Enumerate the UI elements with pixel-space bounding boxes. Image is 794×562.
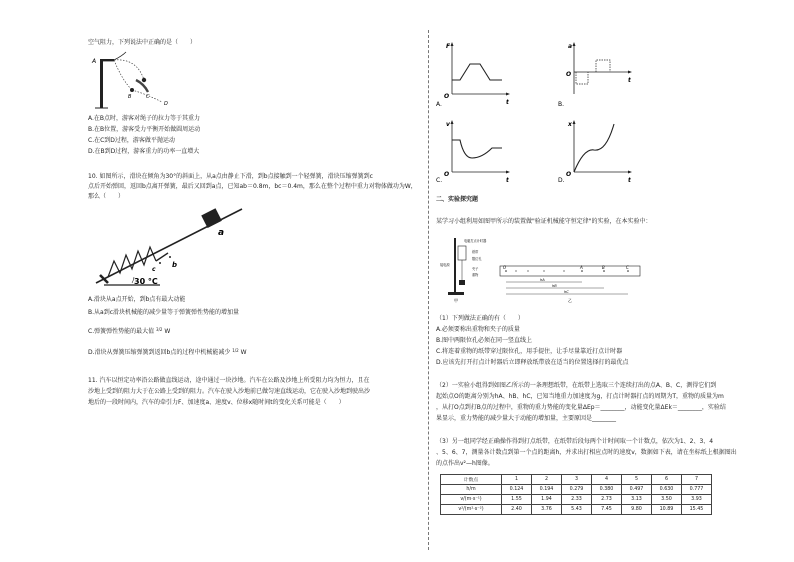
- q9-label-a: A: [92, 58, 97, 65]
- table-cell: 0.279: [562, 485, 592, 495]
- sub1-option-c: C.将连着重物的纸带穿过限位孔，用手提住，让手尽量靠近打点计时器: [436, 348, 623, 355]
- table-cell: 1.55: [502, 495, 532, 505]
- q9-option-d: D.在B到D过程，游客重力的功率一直增大: [88, 148, 200, 155]
- graph-a-xlabel: t: [506, 99, 509, 106]
- experiment-stem: 某学习小组利用如图甲所示的装置做"验证机械能守恒定律"的实验，在本实验中：: [436, 218, 652, 225]
- table-cell: 0.777: [682, 485, 712, 495]
- q10-option-d-unit: W: [240, 349, 247, 356]
- table-row: [441, 495, 712, 505]
- q9-option-a: A.在B点时，游客对绳子的拉力等于其重力: [88, 115, 201, 122]
- table-cell: 2: [532, 475, 562, 485]
- graph-b-xlabel: t: [628, 77, 631, 84]
- sub3-line2: 、5、6、7，测量各计数点到第一个点的距离h，并求出打相应点时的速度v，数据如下表，请在坐标纸上根据图出: [436, 449, 737, 456]
- graph-b-origin: O: [566, 71, 572, 78]
- sub2-line2: 起始点O的距离分别为hA、hB、hC，已知当地重力加速度为g，打点计时器打点的周期为T，重物的质量为m: [436, 393, 724, 400]
- q9-option-b: B.在B位置，游客受力平衡开始做圆周运动: [88, 126, 201, 133]
- q10-option-d-text: D.滑块从弹簧压缩弹簧到返回b点的过程中机械能减少: [88, 349, 231, 356]
- tape-label-a: A: [580, 265, 583, 270]
- q11-stem-line3: 地后的一段时间内，汽车的牵引力F、加速度a、速度v、位移x随时间t的变化关系可能是（ ）: [88, 399, 345, 406]
- q10-stem-line1: 10. 如图所示，滑块在倾角为30°的斜面上，从a点由静止下滑，到b点接触到一个轻弹簧，滑块压缩弹簧到c: [88, 173, 373, 180]
- table-cell: 2.73: [592, 495, 622, 505]
- q10-option-c-text: C.弹簧弹性势能的最大值: [88, 328, 155, 335]
- graph-c: [436, 118, 512, 184]
- table-cell: 7.45: [592, 505, 622, 515]
- q9-label-d: D: [164, 101, 168, 107]
- table-cell: 1: [502, 475, 532, 485]
- tape-label-o: O: [503, 265, 507, 270]
- q9-label-b: B: [128, 94, 132, 100]
- q10-option-c: C.弹簧弹性势能的最大值 $^{3/2}$ W: [88, 327, 171, 335]
- table-cell: 0.497: [622, 485, 652, 495]
- apparatus-figure: [440, 236, 650, 308]
- table-cell: 9.80: [622, 505, 652, 515]
- sub1-option-d: D.应该先打开打点计时器后立即释放纸带放在适当的位置选择打的最优点: [436, 359, 629, 366]
- table-cell: 2.40: [502, 505, 532, 515]
- table-cell: h/m: [441, 485, 502, 495]
- q10-option-c-unit: W: [164, 328, 171, 335]
- q10-stem-line2: 点后开始弹回，返回b点离开弹簧，最后又回到a点，已知ab＝0.8m，bc＝0.4m，那么在整个过程中重力对物体做功为W，: [88, 183, 417, 190]
- q11-stem-line2: 沙地上受到的阻力大于在公路上受到的阻力。汽车在驶入沙地前已做匀速直线运动，它在驶入沙地到驶出沙: [88, 388, 371, 395]
- right-column: [436, 0, 766, 562]
- table-cell: 3.93: [682, 495, 712, 505]
- table-header-row: [441, 475, 712, 485]
- table-cell: 1.94: [532, 495, 562, 505]
- dim-hc: hC: [564, 290, 569, 294]
- sub1-stem: （1）下列做法正确的有（ ）: [436, 315, 524, 322]
- section-title: 二、实验探究题: [436, 196, 479, 203]
- tape-label-b: B: [602, 265, 605, 270]
- graph-c-origin: O: [444, 171, 450, 178]
- apparatus-caption-left: 甲: [454, 298, 458, 303]
- dim-ha: hA: [540, 278, 545, 282]
- q10-option-d: D.滑块从弹簧压缩弹簧到返回b点的过程中机械能减少 $^{1/2}$ W: [88, 348, 247, 356]
- table-cell: 10.89: [652, 505, 682, 515]
- table-cell: 6: [652, 475, 682, 485]
- table-cell: 计数点: [441, 475, 502, 485]
- graph-a-option: A.: [436, 101, 442, 108]
- table-cell: 4: [592, 475, 622, 485]
- sub1-option-a: A.必须要称出重物和夹子的质量: [436, 326, 520, 333]
- graph-c-option: C.: [436, 177, 443, 184]
- apparatus-label-tape: 纸带: [472, 250, 479, 254]
- q10-incline-figure: [94, 205, 244, 287]
- table-cell: v²/(m²·s⁻²): [441, 505, 502, 515]
- left-column: [88, 0, 420, 562]
- table-cell: 5: [622, 475, 652, 485]
- q9-stem-tail: 空气阻力，下列说法中正确的是（ ）: [88, 39, 197, 46]
- table-cell: 0.124: [502, 485, 532, 495]
- table-cell: 3: [562, 475, 592, 485]
- tape-label-c: C: [626, 265, 629, 270]
- sub3-line3: 的点作出v²—h图像。: [436, 460, 494, 467]
- q10-option-a: A.滑块从a点开始，到b点有最大动能: [88, 296, 186, 303]
- sub2-line4: 果显示，重力势能的减少量大于动能的增加量，主要原因是________: [436, 415, 617, 422]
- graph-d: [558, 118, 634, 184]
- graph-a-ylabel: F: [446, 43, 451, 50]
- data-table: [440, 474, 712, 515]
- graph-b-ylabel: a: [568, 43, 573, 50]
- table-cell: 3.50: [652, 495, 682, 505]
- table-cell: 3.76: [532, 505, 562, 515]
- apparatus-label-power: 接电源: [440, 263, 450, 267]
- table-cell: 0.380: [592, 485, 622, 495]
- apparatus-label-timer: 电磁打点计时器: [464, 239, 487, 243]
- sub2-line3: ，从打O点到打B点的过程中，重物的重力势能的变化量ΔEp＝________，动能变化量ΔEk＝________，实验结: [436, 404, 726, 411]
- q10-label-c: c: [152, 266, 156, 273]
- table-cell: 2.33: [562, 495, 592, 505]
- graph-b: [558, 40, 634, 108]
- q11-stem-line1: 11. 汽车以恒定功率沿公路做直线运动，途中通过一块沙地。汽车在公路及沙地上所受阻力均为恒力，且在: [88, 377, 370, 384]
- table-cell: 0.194: [532, 485, 562, 495]
- table-row: [441, 505, 712, 515]
- apparatus-label-weight: 重物: [472, 273, 479, 277]
- table-cell: 15.45: [682, 505, 712, 515]
- sub2-line1: （2）一实验小组得到如图乙所示的一条理想纸带，在纸带上选取三个连续打出的点A、B、C，测得它们到: [436, 382, 717, 389]
- graph-b-option: B.: [558, 101, 565, 108]
- dim-hb: hB: [552, 284, 557, 288]
- apparatus-label-hole: 限位孔: [472, 257, 482, 261]
- q10-label-angle: 30 °C: [134, 277, 158, 286]
- sub3-line1: （3）另一组同学经正确操作得到打点纸带，在纸带后段每两个计时间取一个计数点，依次为1、2、3、4: [436, 438, 714, 445]
- q10-label-b: b: [172, 261, 178, 269]
- q10-label-a: a: [218, 228, 225, 238]
- table-cell: v/(m·s⁻¹): [441, 495, 502, 505]
- sub1-option-b: B.图中两限位孔必须在同一竖直线上: [436, 337, 533, 344]
- column-divider: [428, 30, 429, 550]
- graph-d-ylabel: x: [568, 121, 572, 128]
- apparatus-label-clip: 夹子: [472, 267, 479, 271]
- table-cell: 0.630: [652, 485, 682, 495]
- graph-d-origin: O: [566, 171, 572, 178]
- q9-option-c: C.在C到D过程，游客做平抛运动: [88, 137, 175, 144]
- graph-d-xlabel: t: [628, 177, 631, 184]
- table-row: [441, 485, 712, 495]
- graph-d-option: D.: [558, 177, 565, 184]
- q9-label-c: C: [146, 94, 150, 100]
- graph-c-xlabel: t: [506, 177, 509, 184]
- q9-swing-figure: [92, 50, 182, 110]
- table-cell: 5.43: [562, 505, 592, 515]
- apparatus-caption-right: 乙: [568, 298, 572, 303]
- graph-a: [436, 40, 512, 108]
- graph-c-ylabel: v: [446, 121, 450, 128]
- q10-stem-line3: 那么（ ）: [88, 193, 125, 200]
- table-cell: 3.13: [622, 495, 652, 505]
- graph-a-origin: O: [444, 93, 450, 100]
- q10-option-b: B.从a到c滑块机械能的减少量等于弹簧弹性势能的增加量: [88, 309, 240, 316]
- table-cell: 7: [682, 475, 712, 485]
